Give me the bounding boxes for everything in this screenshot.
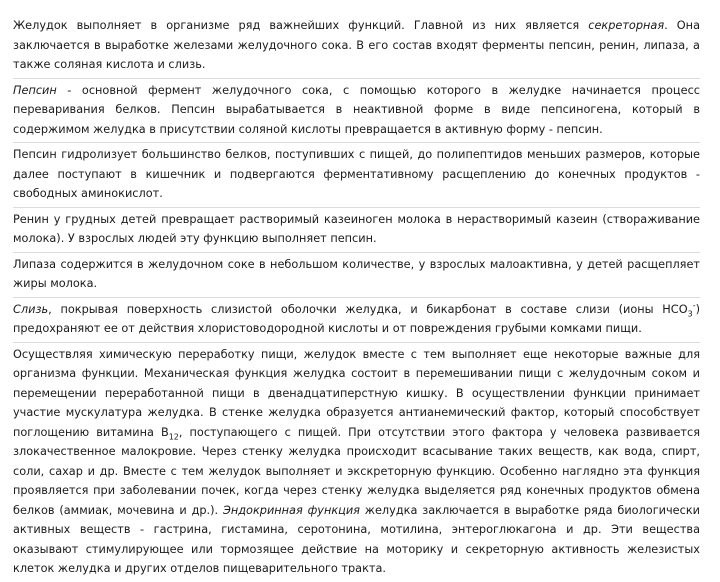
text-run: ) предохраняют ее от действия хлористоводородной кислоты и от повреждения грубыми комками пищи.	[13, 302, 700, 335]
paragraph-renin	[13, 208, 700, 253]
text-run: , покрывая поверхность слизистой оболочки желудка, и бикарбонат в составе слизи (ионы НСО	[48, 302, 688, 316]
italic-term-secretory: секреторная	[588, 19, 665, 32]
text-run: Осуществляя химическую переработку пищи, желудок вместе с тем выполняет еще некоторые важные для организма функции. Механическая функция желудка состоит в перемешивании пищи с желудочным соком и перемещении переработанной пищи в двенадцатиперстную кишку. В осуществлении функции принимает участие мускулатура желудка. В стенке желудка образуется антианемический фактор, который способствует поглощению витамина В	[13, 347, 700, 439]
italic-term-pepsin: Пепсин	[13, 83, 57, 97]
text-run: , поступающего с пищей. При отсутствии этого фактора у человека развивается злокачественное малокровие. Через стенку желудка происходит всасывание таких веществ, как вода, спирт, соли, сахар и др. Вместе с тем желудок выполняет и экскреторную функцию. Особенно наглядно эта функция проявляется при заболевании почек, когда через стенку желудка выделяется ряд конечных продуктов обмена белков (аммиак, мочевина и др.).	[13, 425, 700, 517]
italic-term-endocrine: Эндокринная функция	[222, 503, 360, 517]
text-run: Ренин у грудных детей превращает растворимый казеиноген молока в нерастворимый казеин (створаживание молока). У взрослых людей эту функцию выполняет пепсин.	[13, 212, 700, 245]
paragraph-mucus	[13, 298, 700, 343]
paragraph-lipase	[13, 253, 700, 298]
text-run: Липаза содержится в желудочном соке в небольшом количестве, у взрослых малоактивна, у детей расщепляет жиры молока.	[13, 257, 700, 290]
italic-term-mucus: Слизь	[13, 302, 49, 316]
paragraph-pepsin	[13, 79, 700, 144]
text-run: Пепсин гидролизует большинство белков, поступивших с пищей, до полипептидов меньших размеров, которые далее поступают в кишечник и подвергаются ферментативному расщеплению до конечных продуктов - свободных аминокислот.	[13, 148, 700, 200]
text-run: . Она заключается в выработке железами желудочного сока. В его состав входят ферменты пепсин, ренин, липаза, а также соляная кислота и слизь.	[13, 19, 700, 71]
text-run: желудка заключается в выработке ряда биологически активных веществ - гастрина, гистамина, серотонина, мотилина, энтероглюкагона и др. Эти вещества оказывают стимулирующее или тормозящее действие на моторику и секреторную активность железистых клеток желудка и других отделов пищеварительного тракта.	[13, 503, 700, 575]
superscript: -	[692, 300, 696, 310]
text-run: - основной фермент желудочного сока, с помощью которого в желудке начинается процесс переваривания белков. Пепсин вырабатывается в неактивной форме в виде пепсиногена, который в содержимом желудка в присутствии соляной кислоты превращается в активную форму - пепсин.	[13, 83, 700, 136]
text-run: Желудок выполняет в организме ряд важнейших функций. Главной из них является	[13, 19, 589, 32]
paragraph-pepsin-hydrolysis	[13, 143, 700, 208]
subscript: 12	[168, 431, 179, 441]
paragraph-other-functions	[13, 343, 700, 582]
subscript: 3	[687, 308, 693, 318]
paragraph-secretory-function	[13, 14, 700, 79]
